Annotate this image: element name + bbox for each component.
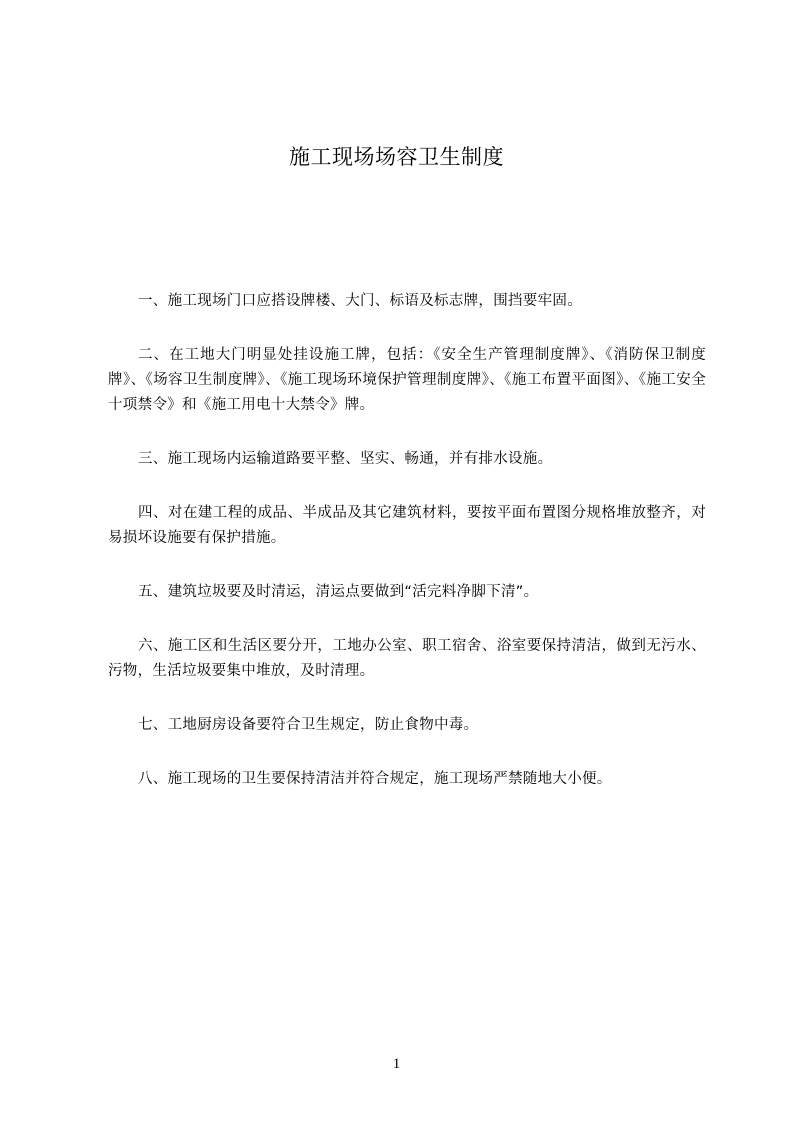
paragraph-3: 三、施工现场内运输道路要平整、坚实、畅通，并有排水设施。 [138,451,553,467]
paragraph-5: 五、建筑垃圾要及时清运，清运点要做到“活完料净脚下清”。 [138,584,539,600]
paragraph-7: 七、工地厨房设备要符合卫生规定，防止食物中毒。 [138,717,479,733]
paragraph-1: 一、施工现场门口应搭设牌楼、大门、标语及标志牌，围挡要牢固。 [138,293,582,309]
paragraph-4: 四、对在建工程的成品、半成品及其它建筑材料，要按平面布置图分规格堆放整齐，对易损坏设施要有保护措施。 [108,505,706,546]
page-number: 1 [392,1056,401,1072]
document-title: 施工现场场容卫生制度 [289,145,504,169]
paragraph-2: 二、在工地大门明显处挂设施工牌，包括：《安全生产管理制度牌》、《消防保卫制度牌》、《场容卫生制度牌》、《施工现场环境保护管理制度牌》、《施工布置平面图》、《施工安全十项禁令》和《施工用电十大禁令》牌。 [108,347,706,413]
document-body [108,289,706,821]
paragraph-8: 八、施工现场的卫生要保持清洁并符合规定，施工现场严禁随地大小便。 [138,771,612,787]
paragraph-6: 六、施工区和生活区要分开，工地办公室、职工宿舍、浴室要保持清洁，做到无污水、污物，生活垃圾要集中堆放，及时清理。 [108,638,706,679]
